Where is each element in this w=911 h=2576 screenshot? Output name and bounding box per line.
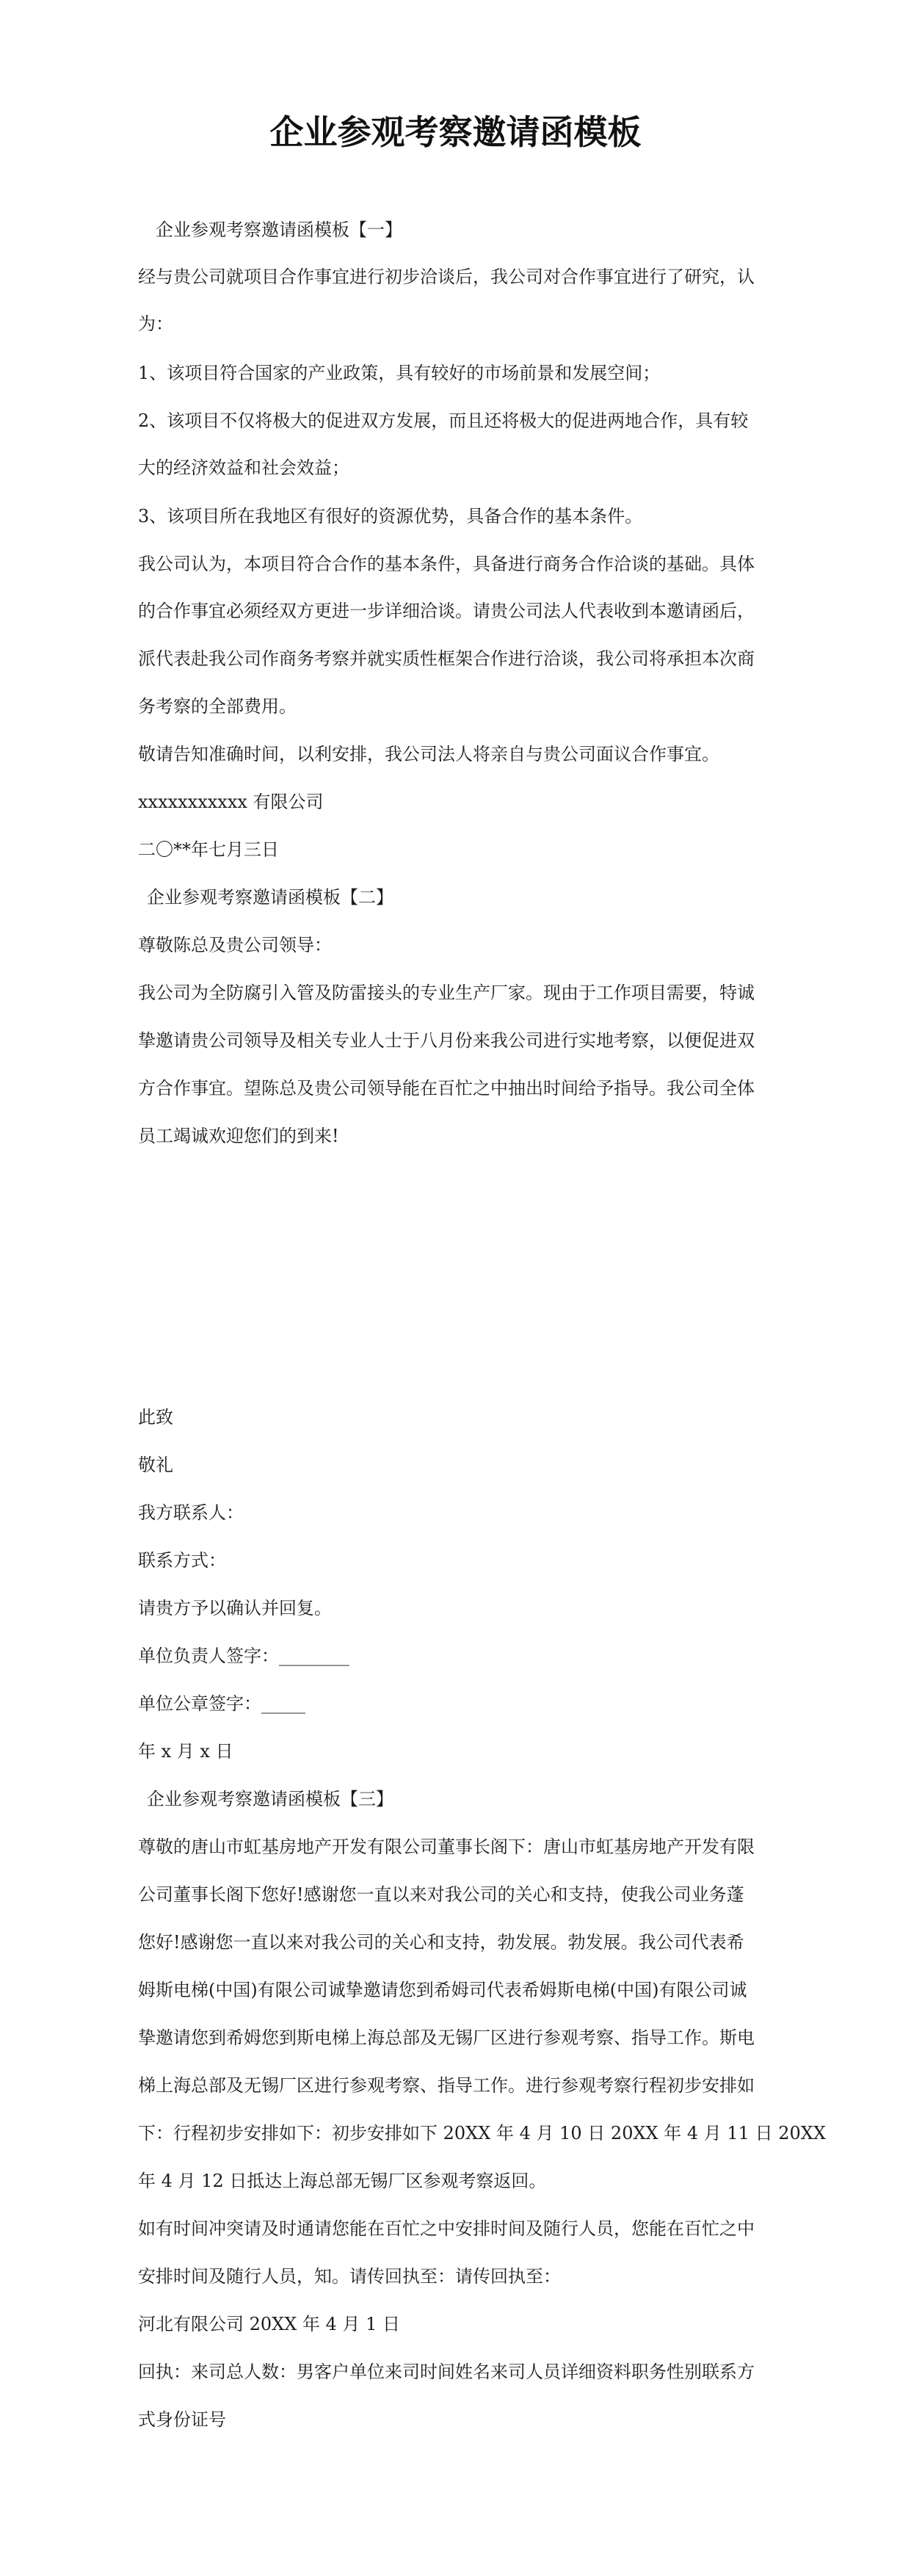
s2-closing-jingli: 敬礼	[138, 1455, 173, 1475]
s2-sign-person: 单位负责人签字：________	[138, 1646, 349, 1666]
s2-confirm-request: 请贵方予以确认并回复。	[138, 1598, 332, 1618]
s3-receipt-line-1: 回执：来司总人数：男客户单位来司时间姓名来司人员详细资料职务性别联系方	[138, 2362, 755, 2382]
s3-paragraph-1-line-1: 尊敬的唐山市虹基房地产开发有限公司董事长阁下：唐山市虹基房地产开发有限	[138, 1837, 755, 1857]
s2-paragraph-line-3: 方合作事宜。望陈总及贵公司领导能在百忙之中抽出时间给予指导。我公司全体	[138, 1078, 755, 1099]
s3-paragraph-2-line-1: 如有时间冲突请及时通请您能在百忙之中安排时间及随行人员，您能在百忙之中	[138, 2218, 755, 2239]
s2-contact-person: 我方联系人：	[138, 1502, 244, 1523]
s3-paragraph-1-line-8: 年 4 月 12 日抵达上海总部无锡厂区参观考察返回。	[138, 2171, 547, 2191]
s2-paragraph-line-2: 挚邀请贵公司领导及相关专业人士于八月份来我公司进行实地考察，以便促进双	[138, 1030, 755, 1051]
s3-paragraph-1-line-2: 公司董事长阁下您好!感谢您一直以来对我公司的关心和支持，使我公司业务蓬	[138, 1884, 744, 1905]
s2-date: 年 x 月 x 日	[138, 1741, 233, 1762]
s1-company-name: xxxxxxxxxxx 有限公司	[138, 792, 324, 812]
s3-paragraph-1-line-7: 下：行程初步安排如下：初步安排如下 20XX 年 4 月 10 日 20XX 年 4 月 11 日 20XX	[138, 2123, 826, 2143]
s1-item-3: 3、该项目所在我地区有很好的资源优势，具备合作的基本条件。	[138, 506, 643, 527]
s1-paragraph-2-line-3: 派代表赴我公司作商务考察并就实质性框架合作进行洽谈，我公司将承担本次商	[138, 648, 755, 669]
s1-item-1: 1、该项目符合国家的产业政策，具有较好的市场前景和发展空间；	[138, 363, 661, 383]
document-title: 企业参观考察邀请函模板	[269, 112, 642, 152]
s3-paragraph-1-line-4: 姆斯电梯(中国)有限公司诚挚邀请您到希姆司代表希姆斯电梯(中国)有限公司诚	[138, 1980, 747, 2000]
s1-paragraph-2-line-2: 的合作事宜必须经双方更进一步详细洽谈。请贵公司法人代表收到本邀请函后，	[138, 601, 755, 621]
s2-paragraph-line-1: 我公司为全防腐引入管及防雷接头的专业生产厂家。现由于工作项目需要，特诚	[138, 983, 755, 1003]
s1-paragraph-3: 敬请告知准确时间，以利安排，我公司法人将亲自与贵公司面议合作事宜。	[138, 744, 719, 764]
s3-receipt-line-2: 式身份证号	[138, 2409, 226, 2430]
s2-closing-cizhi: 此致	[138, 1407, 173, 1428]
s1-paragraph-2-line-1: 我公司认为，本项目符合合作的基本条件，具备进行商务合作洽谈的基础。具体	[138, 554, 755, 574]
section-2-heading: 企业参观考察邀请函模板【二】	[147, 887, 393, 908]
section-1-heading: 企业参观考察邀请函模板【一】	[156, 220, 402, 240]
s2-salutation: 尊敬陈总及贵公司领导：	[138, 935, 332, 955]
s3-company-date: 河北有限公司 20XX 年 4 月 1 日	[138, 2314, 401, 2334]
s2-contact-method: 联系方式：	[138, 1550, 226, 1571]
s3-paragraph-2-line-2: 安排时间及随行人员，知。请传回执至：请传回执至：	[138, 2266, 561, 2287]
s1-item-2-line-1: 2、该项目不仅将极大的促进双方发展，而且还将极大的促进两地合作，具有较	[138, 410, 749, 431]
s3-paragraph-1-line-6: 梯上海总部及无锡厂区进行参观考察、指导工作。进行参观考察行程初步安排如	[138, 2075, 755, 2096]
s1-paragraph-1-line-1: 经与贵公司就项目合作事宜进行初步洽谈后，我公司对合作事宜进行了研究，认	[138, 267, 755, 287]
s2-sign-seal: 单位公章签字：_____	[138, 1693, 305, 1714]
s2-paragraph-line-4: 员工竭诚欢迎您们的到来!	[138, 1126, 339, 1146]
s1-item-2-line-2: 大的经济效益和社会效益；	[138, 457, 349, 478]
s3-paragraph-1-line-3: 您好!感谢您一直以来对我公司的关心和支持，勃发展。勃发展。我公司代表希	[138, 1932, 744, 1953]
s1-paragraph-2-line-4: 务考察的全部费用。	[138, 696, 297, 717]
section-3-heading: 企业参观考察邀请函模板【三】	[147, 1789, 393, 1809]
s1-date: 二〇**年七月三日	[138, 839, 279, 860]
s3-paragraph-1-line-5: 挚邀请您到希姆您到斯电梯上海总部及无锡厂区进行参观考察、指导工作。斯电	[138, 2027, 755, 2048]
s1-paragraph-1-line-2: 为：	[138, 314, 173, 334]
